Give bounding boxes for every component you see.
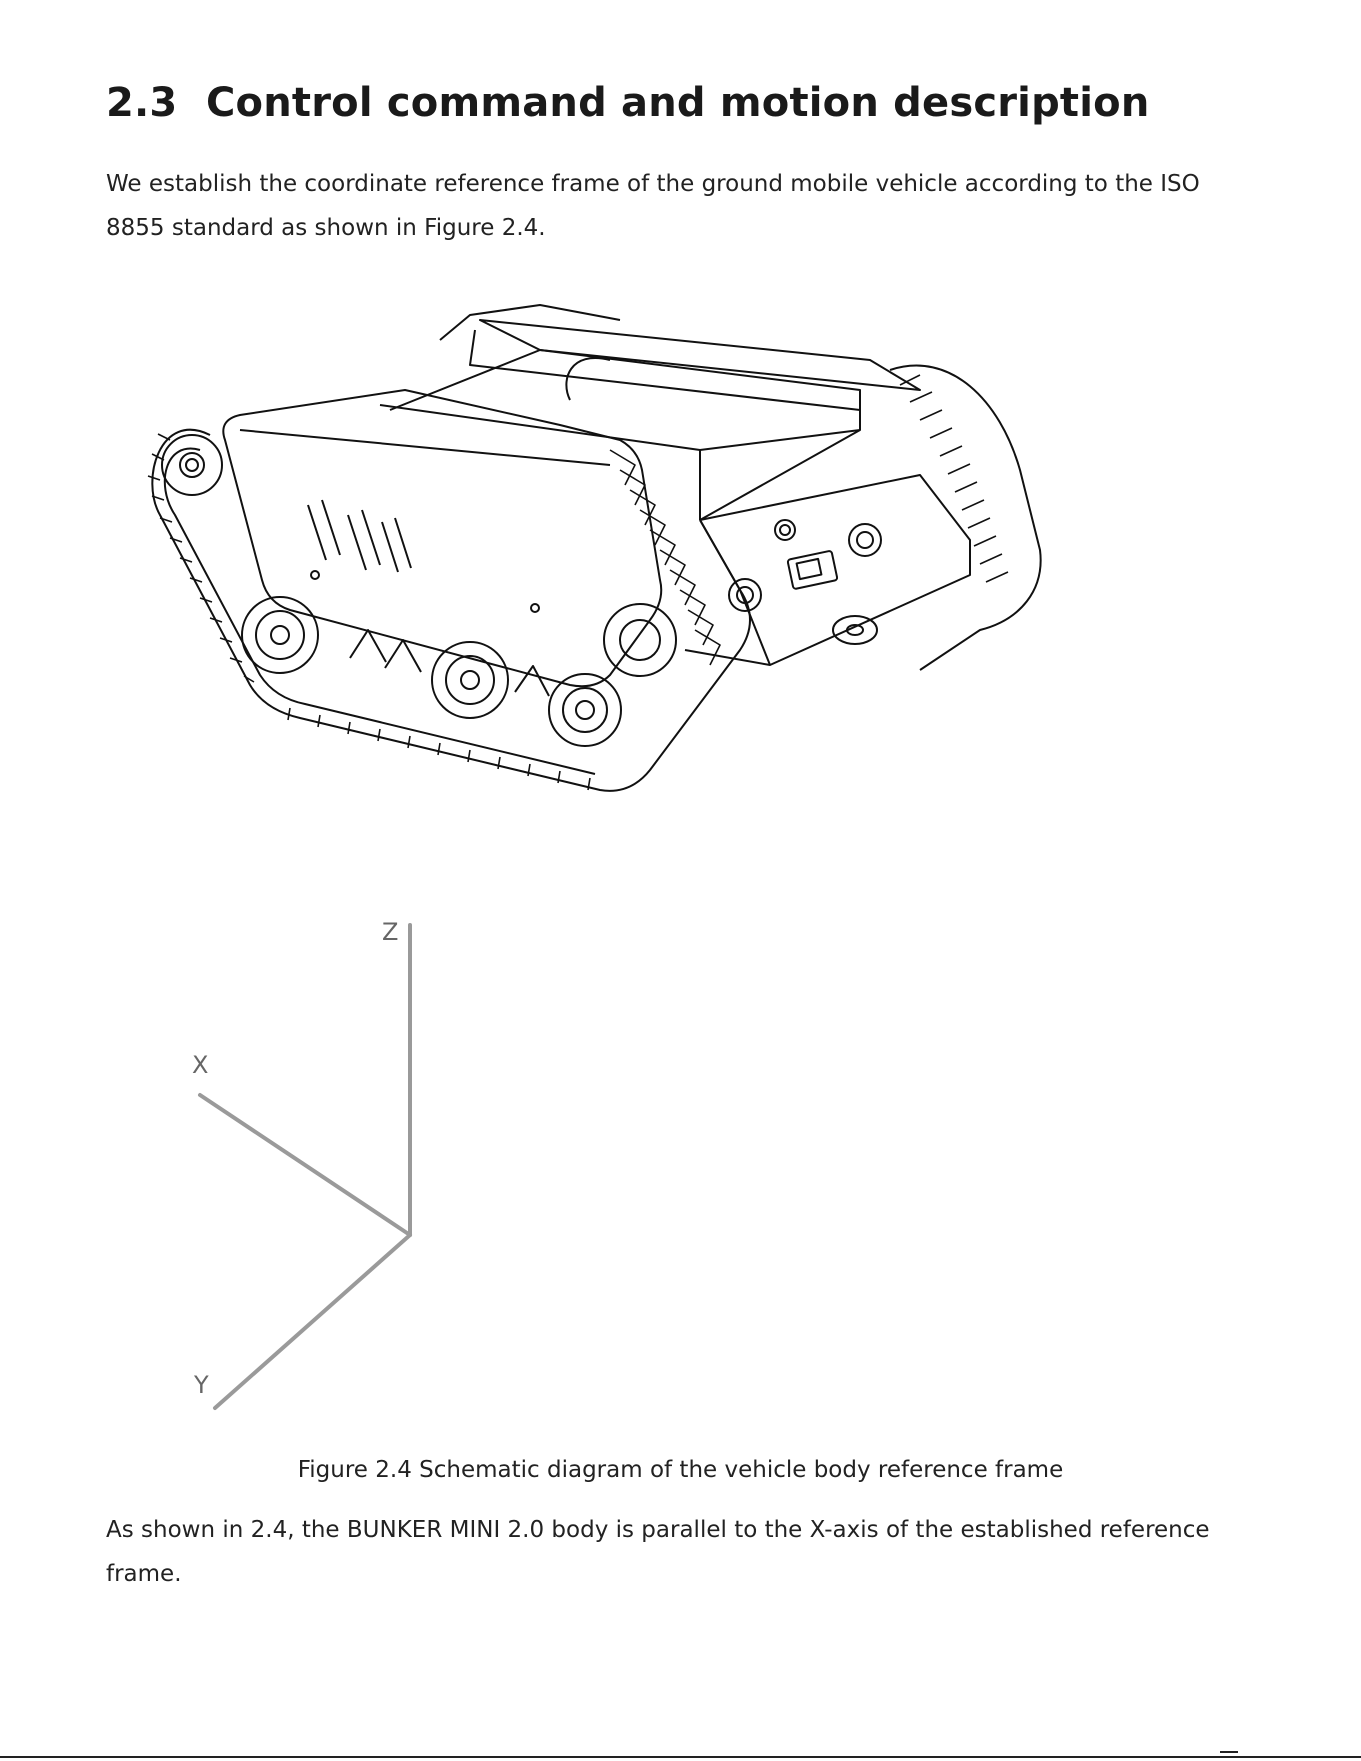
section-title: Control command and motion description <box>206 80 1150 126</box>
y-axis-line <box>215 1235 410 1408</box>
section-number: 2.3 <box>106 80 178 126</box>
z-axis-label: Z <box>382 920 399 946</box>
body-paragraph: As shown in 2.4, the BUNKER MINI 2.0 body is parallel to the X-axis of the established reference frame. <box>106 1517 1210 1587</box>
footer-mark <box>1220 1751 1238 1753</box>
figure-caption: Figure 2.4 Schematic diagram of the vehicle body reference frame <box>297 1457 1064 1483</box>
y-axis-label: Y <box>194 1371 209 1399</box>
coordinate-axes-diagram <box>170 920 500 1430</box>
footer-rule <box>0 1756 1361 1758</box>
tracked-vehicle-illustration <box>140 290 1150 880</box>
x-axis-label: X <box>192 1051 209 1079</box>
x-axis-line <box>200 1095 410 1235</box>
section-heading <box>106 80 1150 126</box>
intro-paragraph: We establish the coordinate reference frame of the ground mobile vehicle according to the ISO 8855 standard as shown in Figure 2.4. <box>106 171 1200 241</box>
